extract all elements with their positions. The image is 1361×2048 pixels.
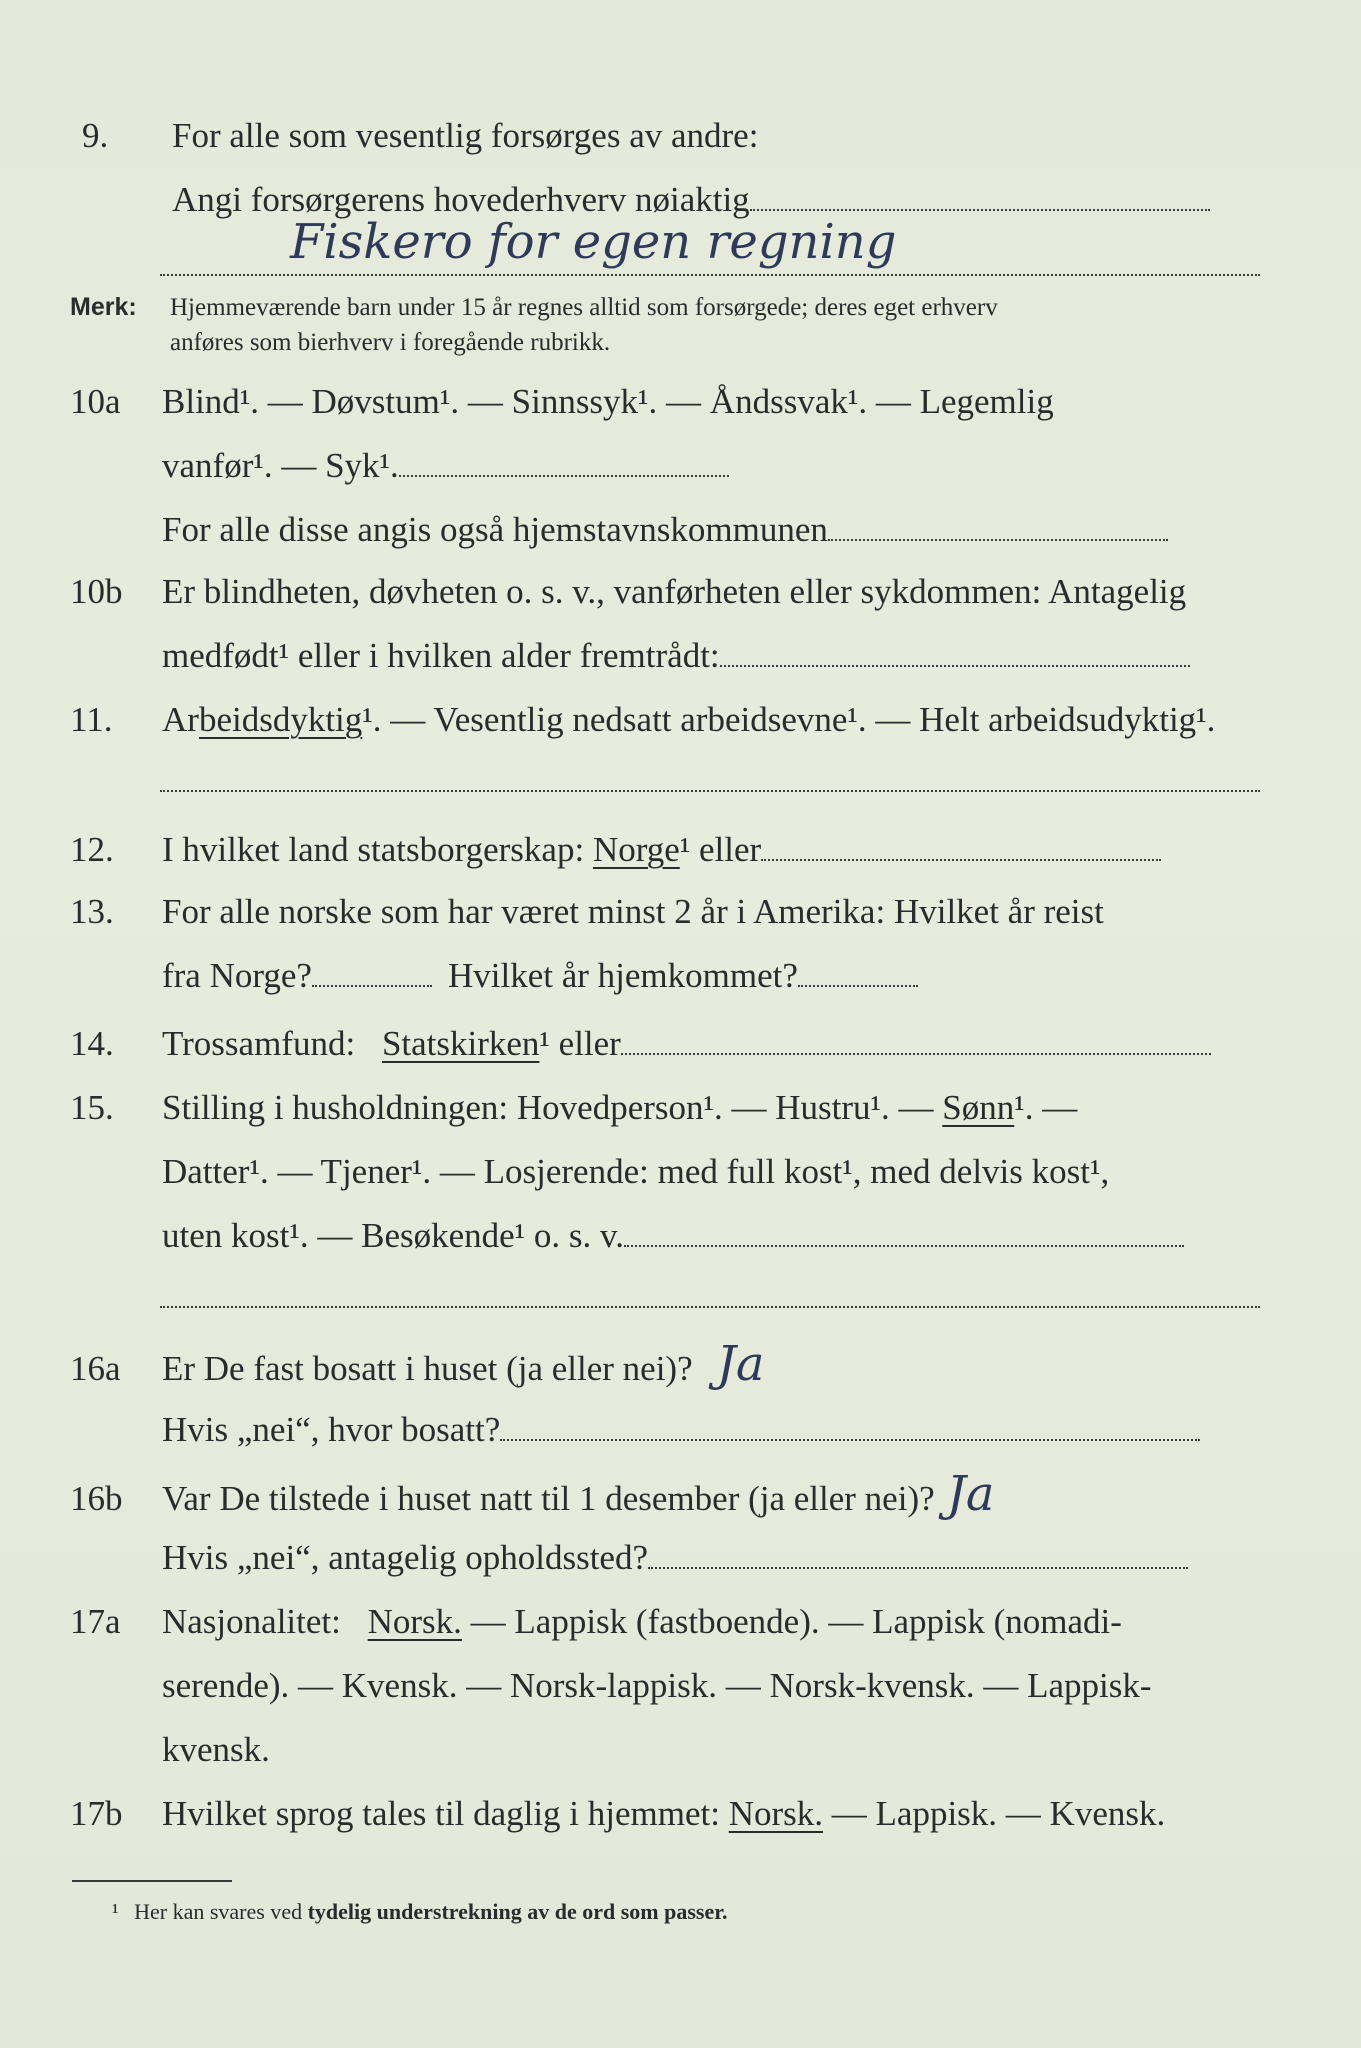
q16a-dotted-line xyxy=(500,1411,1200,1441)
q14-underlined-answer: Statskirken xyxy=(381,1024,540,1063)
q13-text1: For alle norske som har været minst 2 år i Amerika: Hvilket år reist xyxy=(162,892,1104,931)
q12-text-pre: I hvilket land statsborgerskap: xyxy=(162,830,585,869)
q17a-line2 xyxy=(70,1666,1260,1706)
q16b-handwritten-answer: Ja xyxy=(946,1466,995,1522)
q9-text1: For alle som vesentlig forsørges av andre: xyxy=(172,116,759,155)
footnote-bold-text: tydelig understrekning av de ord som passer. xyxy=(307,1899,728,1924)
q15-line2 xyxy=(70,1152,1260,1192)
q12-dotted-line xyxy=(761,831,1161,861)
q15-dotted-line xyxy=(624,1217,1184,1247)
footnote-text: Her kan svares ved xyxy=(134,1899,303,1924)
q10a-text1: Blind¹. — Døvstum¹. — Sinnssyk¹. — Åndssvak¹. — Legemlig xyxy=(162,382,1054,421)
q11-number: 11. xyxy=(70,700,113,739)
q9-line1 xyxy=(70,116,1260,156)
q10a-text2: vanfør¹. — Syk¹. xyxy=(162,446,399,485)
q14-text-post: ¹ eller xyxy=(539,1024,621,1063)
q15-answer-rule xyxy=(160,1306,1260,1308)
q13-line1 xyxy=(70,892,1260,932)
q12-text-post: ¹ eller xyxy=(679,830,762,869)
footnote-line xyxy=(112,1892,1302,1932)
q17a-text2: serende). — Kvensk. — Norsk-lappisk. — Norsk-kvensk. — Lappisk- xyxy=(162,1666,1152,1705)
q11-text-pre: Ar xyxy=(162,700,199,739)
q13-text2a: fra Norge? xyxy=(162,956,312,995)
q17b-number: 17b xyxy=(70,1794,123,1833)
merk-note-line1 xyxy=(70,290,1260,325)
q9-text2: Angi forsørgerens hovederhverv nøiaktig xyxy=(172,180,750,219)
q15-text2: Datter¹. — Tjener¹. — Losjerende: med full kost¹, med delvis kost¹, xyxy=(162,1152,1110,1191)
q16a-handwritten-answer: Ja xyxy=(716,1336,765,1392)
q17a-underlined-answer: Norsk. xyxy=(367,1602,462,1641)
q10b-text2: medfødt¹ eller i hvilken alder fremtrådt: xyxy=(162,636,720,675)
q13-dotted-line2 xyxy=(798,957,918,987)
q14-text-pre: Trossamfund: xyxy=(162,1024,356,1063)
q11-answer-rule xyxy=(160,790,1260,792)
q10a-dotted-line xyxy=(399,447,729,477)
q16b-line2 xyxy=(70,1538,1260,1578)
q14-dotted-line xyxy=(621,1025,1211,1055)
footnote-divider xyxy=(72,1880,232,1882)
q13-dotted-line1 xyxy=(312,957,432,987)
q10b-line1 xyxy=(70,572,1260,612)
q17a-text3: kvensk. xyxy=(162,1730,270,1769)
merk-note-line2 xyxy=(170,326,1360,360)
merk-text2: anføres som bierhverv i foregående rubrikk. xyxy=(170,329,611,356)
q9-answer-rule xyxy=(160,274,1260,276)
q10a-text3: For alle disse angis også hjemstavnskommunen xyxy=(162,510,828,549)
q9-answer-line xyxy=(160,214,1260,282)
q10b-number: 10b xyxy=(70,572,123,611)
q13-number: 13. xyxy=(70,892,114,931)
q10a-dotted-line2 xyxy=(828,511,1168,541)
q17b-line xyxy=(70,1794,1260,1834)
q15-number: 15. xyxy=(70,1088,114,1127)
q17a-line3 xyxy=(70,1730,1260,1770)
q15-underlined-answer: Sønn xyxy=(942,1088,1015,1127)
q14-line xyxy=(70,1024,1260,1064)
q15-line3 xyxy=(70,1216,1260,1256)
q16a-line1 xyxy=(70,1336,1260,1392)
q10a-line3 xyxy=(70,510,1260,550)
q10a-line2 xyxy=(70,446,1260,486)
q17b-underlined-answer: Norsk. xyxy=(728,1794,824,1833)
q11-underlined-answer: beidsdyktig xyxy=(198,700,363,739)
q17a-text-post: — Lappisk (fastboende). — Lappisk (nomadi- xyxy=(470,1602,1122,1641)
q17b-text-pre: Hvilket sprog tales til daglig i hjemmet: xyxy=(162,1794,720,1833)
q17a-line1 xyxy=(70,1602,1260,1642)
q16b-text1: Var De tilstede i huset natt til 1 desember (ja eller nei)? xyxy=(162,1479,935,1518)
q11-text-post: ¹. — Vesentlig nedsatt arbeidsevne¹. — Helt arbeidsudyktig¹. xyxy=(362,700,1216,739)
q15-text1-post: ¹. — xyxy=(1014,1088,1078,1127)
q10b-line2 xyxy=(70,636,1260,676)
q16b-number: 16b xyxy=(70,1479,123,1518)
q16a-number: 16a xyxy=(70,1349,121,1388)
q10a-number: 10a xyxy=(70,382,121,421)
q17b-text-post: — Lappisk. — Kvensk. xyxy=(831,1794,1166,1833)
q13-text2b: Hvilket år hjemkommet? xyxy=(447,956,798,995)
merk-text1: Hjemmeværende barn under 15 år regnes alltid som forsørgede; deres eget erhverv xyxy=(170,294,998,321)
q11-line xyxy=(70,700,1260,740)
q15-line1 xyxy=(70,1088,1260,1128)
q15-text3: uten kost¹. — Besøkende¹ o. s. v. xyxy=(162,1216,625,1255)
q12-line xyxy=(70,830,1260,870)
q14-number: 14. xyxy=(70,1024,114,1063)
q9-number: 9. xyxy=(82,116,109,155)
q16a-text1: Er De fast bosatt i huset (ja eller nei)? xyxy=(162,1349,693,1388)
q17a-text-pre: Nasjonalitet: xyxy=(162,1602,341,1641)
merk-label: Merk: xyxy=(70,293,137,321)
q13-line2 xyxy=(70,956,1260,996)
q15-text1-pre: Stilling i husholdningen: Hovedperson¹. — Hustru¹. — xyxy=(162,1088,934,1127)
q12-underlined-answer: Norge xyxy=(592,830,680,869)
q12-number: 12. xyxy=(70,830,114,869)
q16b-line1 xyxy=(70,1466,1260,1522)
q16b-dotted-line xyxy=(648,1539,1188,1569)
footnote-mark: ¹ xyxy=(112,1899,119,1924)
q16a-line2 xyxy=(70,1410,1260,1450)
q9-dotted-line xyxy=(750,181,1210,211)
q16b-text2: Hvis „nei“, antagelig opholdssted? xyxy=(162,1538,648,1577)
q10b-text1: Er blindheten, døvheten o. s. v., vanførheten eller sykdommen: Antagelig xyxy=(162,572,1187,611)
q10b-dotted-line xyxy=(720,637,1190,667)
q10a-line1 xyxy=(70,382,1260,422)
q16a-text2: Hvis „nei“, hvor bosatt? xyxy=(162,1410,501,1449)
q17a-number: 17a xyxy=(70,1602,121,1641)
q9-handwritten-answer: Fiskero for egen regning xyxy=(290,214,897,270)
